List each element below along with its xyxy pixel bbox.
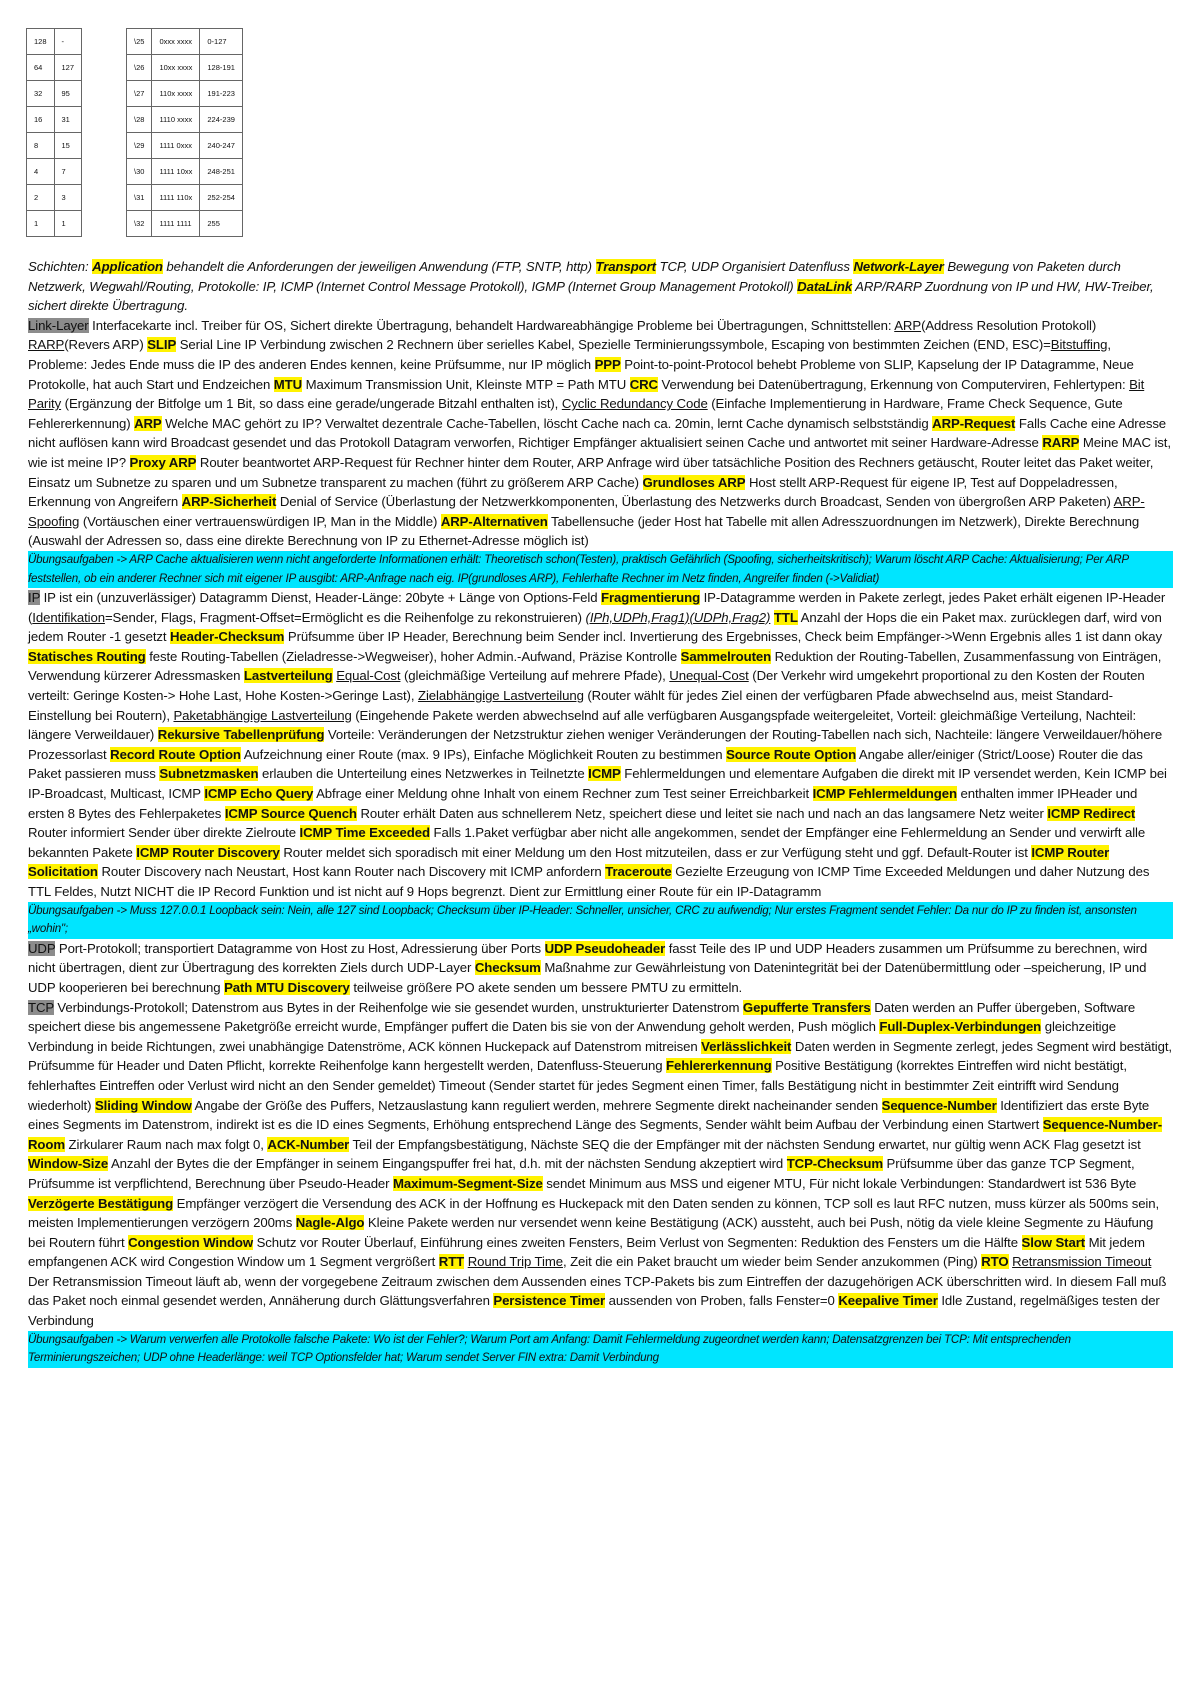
term-network-layer: Network-Layer (853, 259, 944, 274)
text: (gleichmäßige Verteilung auf mehrere Pfade), (400, 668, 670, 684)
table-cell: 255 (200, 211, 243, 237)
text: erlauben die Unterteilung eines Netzwerkes in Teilnetzte (258, 766, 589, 782)
table-cell: 1111 10xx (152, 159, 200, 185)
text: Empfänger verzögert die Versendung des ACK in der Hoffnung es Huckepack mit den Daten senden zu können, TCP soll es laut RFC nutzen, muss kürzer als 500ms sein, meisten Implementierungen verzögern 200ms (28, 1195, 1160, 1231)
table-row (27, 29, 82, 55)
term-sammelrouten: Sammelrouten (680, 648, 772, 664)
text: Gezielte Erzeugung von ICMP Time Exceeded Meldungen und daher Nutzung des TTL Feldes, Nutzt NICHT die IP Record Funktion und ist nicht auf 9 Hops begrenzt. Dient zur Ermittlung einer Route für ein IP-Datagramm (28, 864, 1150, 899)
text: Schutz vor Router Überlauf, Einführung eines zweiten Fensters, Beim Verlust von Segmenten: Reduktion des Fensters um die Hälfte (253, 1234, 1022, 1250)
table-cell: 3 (54, 185, 82, 211)
document-body (28, 257, 1173, 1368)
term-header-checksum: Header-Checksum (170, 629, 285, 645)
text: Falls Cache eine Adresse nicht auflösen kann wird Broadcast gesendet und das Protokoll Datagram verworfen, Richtiger Empfänger aktualisiert seinen Cache und antwortet mit seiner Hardware-Adresse (28, 415, 1167, 451)
table-cell: 64 (27, 55, 55, 81)
term-ppp: PPP (594, 356, 621, 372)
table-cell: 252-254 (200, 185, 243, 211)
term-application: Application (92, 259, 163, 274)
text: teilweise größere PO akete senden um bessere PMTU zu ermitteln. (349, 979, 743, 995)
term-sequence-number-room: Sequence-Number-Room (28, 1117, 1163, 1152)
term-arp-request: ARP-Request (932, 415, 1016, 431)
term-icmp: ICMP (588, 766, 621, 782)
text: Maximum Transmission Unit, Kleinste MTP = Path MTU (302, 376, 630, 392)
table-row (27, 107, 82, 133)
table-cell: 32 (27, 81, 55, 107)
term-icmp-router-solicitation: ICMP Router Solicitation (28, 844, 1110, 880)
table-row (127, 185, 243, 211)
text: Verwendung bei Datenübertragung, Erkennung von Computerviren, Fehlertypen: (657, 376, 1130, 392)
table-row (127, 107, 243, 133)
table-cell: 8 (27, 133, 55, 159)
text: Fehlermeldungen und elementare Aufgaben die direkt mit IP versendet werden, Kein ICMP bei IP-Broadcast, Multicast, ICMP (28, 766, 1167, 802)
text: (Router wählt für jedes Ziel einen der verfügbaren Pfade abwechselnd aus, meist Standard-Einstellung bei Routern), (28, 688, 1113, 723)
text: Router Discovery nach Neustart, Host kann Router nach Discovery mit ICMP anfordern (97, 864, 606, 880)
term-path-mtu-discovery: Path MTU Discovery (224, 979, 350, 995)
term-rekursive-tabellenpruefung: Rekursive Tabellenprüfung (157, 727, 325, 743)
text: , Probleme: Jedes Ende muss die IP des anderen Endes kennen, keine Prüfsumme, nur IP möglich (28, 337, 1111, 372)
term-udp-pseudoheader: UDP Pseudoheader (544, 940, 666, 956)
text: Vorteile: Veränderungen der Netzstruktur ziehen weniger Veränderungen der Routing-Tabellen nach sich, Nachteile: längere Verweildauer/höhere Prozessorlast (28, 727, 1163, 762)
text: Mit jedem empfangenen ACK wird Congestion Window um 1 Segment vergrößert (28, 1234, 1145, 1270)
table-cell: 31 (54, 107, 82, 133)
text: Router erhält Daten aus schnellerem Netz, speichert diese und leitet sie nach und nach an das langsamere Netz weiter (356, 805, 1048, 821)
udp-paragraph (28, 939, 1173, 998)
text: Abfrage einer Meldung ohne Inhalt von einem Rechner zum Test seiner Erreichbarkeit (313, 786, 813, 802)
table-cell: 7 (54, 159, 82, 185)
text: Daten werden an Puffer übergeben, Software speichert diese bis angemessene Paketgröße erreicht wurde, Empfänger puffert die Daten bis sie von der Anwendung geholt werden, Push möglich (28, 999, 1136, 1035)
table-cell: 128 (27, 29, 55, 55)
text: aussenden von Proben, falls Fenster=0 (605, 1293, 839, 1309)
term-identifikation: Identifikation (32, 609, 105, 625)
term-slip: SLIP (147, 337, 177, 353)
table-cell: 240-247 (200, 133, 243, 159)
table-row (27, 133, 82, 159)
text: Point-to-point-Protocol behebt Probleme von SLIP, Kapselung der IP Datagramme, Neue Protokolle, hat auch Start und Endzeichen (28, 356, 1134, 392)
table-cell: 1 (54, 211, 82, 237)
table-row (127, 55, 243, 81)
text: Router meldet sich sporadisch mit einer Meldung um den Host mitzuteilen, dass er zur Verfügung steht und ggf. Default-Router ist (279, 844, 1032, 860)
text: Kleine Pakete werden nur versendet wenn keine Bestätigung (ACK) aussteht, auch bei Push, nötig da viele kleine Segmente zu Häufung bei Routern führt (28, 1215, 1154, 1250)
table-cell: \26 (127, 55, 152, 81)
text: (Der Verkehr wird umgekehrt proportional zu den Kosten der Routen verteilt: Geringe Kosten-> Hohe Last, Hohe Kosten->Geringe Last), (28, 668, 1145, 704)
term-congestion-window: Congestion Window (128, 1234, 254, 1250)
text: Anzahl der Hops die ein Paket max. zurücklegen darf, wird von jedem Router -1 gesetzt (28, 609, 1162, 645)
tcp-paragraph (28, 998, 1173, 1331)
text: enthalten immer IPHeader und ersten 8 Bytes des Fehlerpaketes (28, 786, 1138, 821)
text: Port-Protokoll; transportiert Datagramme von Host zu Host, Adressierung über Ports (55, 940, 545, 956)
term-slow-start: Slow Start (1021, 1234, 1086, 1250)
table-cell: 4 (27, 159, 55, 185)
term-retransmission-timeout: Retransmission Timeout (1012, 1254, 1152, 1270)
text: Verbindungs-Protokoll; Datenstrom aus Bytes in der Reihenfolge wie sie gesendet wurden, unstrukturierter Datenstrom (53, 999, 743, 1015)
fragment-example: (IPh,UDPh,Frag1)(UDPh,Frag2) (585, 609, 771, 625)
text: Interfacekarte incl. Treiber für OS, Sichert direkte Übertragung, behandelt Hardwareabhängige Probleme bei Übertragungen, Schnittstellen: (88, 317, 895, 333)
table-row (27, 81, 82, 107)
table-cell: 1111 0xxx (152, 133, 200, 159)
layers-paragraph (28, 257, 1173, 316)
text: sendet Minimum aus MSS und eigener MTU, Für nicht lokale Verbindungen: Standardwert ist 536 Byte (542, 1175, 1137, 1191)
term-ttl: TTL (773, 609, 798, 625)
bit-value-table (26, 28, 82, 237)
text: , Zeit die ein Paket braucht um wieder beim Sender anzukommen (Ping) (562, 1254, 982, 1270)
term-persistence-timer: Persistence Timer (493, 1293, 606, 1309)
section-label-ip: IP (28, 590, 41, 606)
term-traceroute: Traceroute (605, 864, 672, 880)
text: (Eingehende Pakete werden abwechselnd auf alle verfügbaren Ausgangspfade weitergeleitet, Vorteil: gleichmäßige Verteilung, Nachteil: längere Verweildauer) (28, 707, 1137, 743)
table-row (27, 185, 82, 211)
table-cell: 16 (27, 107, 55, 133)
text: Identifiziert das erste Byte eines Segments im Datenstrom, indirekt ist es die ID eines Segments, Erhöhung entsprechend Länge des Segments, Sender wählt beim Aufbau der Verbindung einen Startwert (28, 1097, 1150, 1133)
text: Prüfsumme über das ganze TCP Segment, Prüfsumme ist verpflichtend, Berechnung über Pseudo-Header (28, 1156, 1135, 1191)
term-crc: CRC (629, 376, 658, 392)
text: IP-Datagramme werden in Pakete zerlegt, jedes Paket erhält eigenen IP-Header ( (28, 590, 1166, 625)
text: Falls 1.Paket verfügbar aber nicht alle angekommen, sendet der Empfänger eine Fehlermeldung an Sender und verwirft alle bekannten Pakete (28, 825, 1146, 860)
term-record-route-option: Record Route Option (110, 746, 241, 762)
text: Daten werden in Segmente zerlegt, jedes Segment wird bestätigt, Prüfsumme für Header und Daten Pflicht, korrekte Reihenfolge kann hergestellt werden, Datenfluss-Steuerung (28, 1038, 1172, 1074)
text: (Ergänzung der Bitfolge um 1 Bit, so dass eine gerade/ungerade Bitzahl enthalten ist), (61, 396, 562, 412)
table-cell: 1 (27, 211, 55, 237)
table-cell: 1110 xxxx (152, 107, 200, 133)
text: Welche MAC gehört zu IP? Verwaltet dezentrale Cache-Tabellen, löscht Cache nach ca. 20min, lernt Cache dynamisch selbstständig (161, 415, 933, 431)
text: (Revers ARP) (64, 337, 148, 353)
table-cell: 128-191 (200, 55, 243, 81)
term-zielabhaengige-lastverteilung: Zielabhängige Lastverteilung (417, 688, 584, 704)
text: Teil der Empfangsbestätigung, Nächste SEQ die der Empfänger mit der nächsten Sendung erwartet, nur gültig wenn ACK Flag gesetzt ist (349, 1136, 1141, 1152)
text: Router beantwortet ARP-Request für Rechner hinter dem Router, ARP Anfrage wird über tatsächliche Position des Rechners getäuscht, Router leitet das Paket weiter, Einsatz um Subnetze zu sparen und um Subnetze transparent zu machen (führt zu größerem ARP Cache) (28, 454, 1154, 490)
text: Anzahl der Bytes die der Empfänger in seinem Eingangspuffer frei hat, d.h. mit der nächsten Sendung akzeptiert wird (108, 1156, 787, 1172)
table-row (27, 211, 82, 237)
table-cell: \28 (127, 107, 152, 133)
term-arp-alternativen: ARP-Alternativen (440, 513, 548, 529)
term-equal-cost: Equal-Cost (336, 668, 401, 684)
term-arp-underlined: ARP (894, 317, 922, 333)
text: TCP, UDP Organisiert Datenfluss (655, 259, 854, 274)
text: Meine MAC ist, wie ist meine IP? (28, 435, 1171, 470)
text: gleichzeitige Verbindung in beide Richtungen, zwei unabhängige Datenströme, ACK können Huckepack auf Datenstrom mitreisen (28, 1019, 1116, 1054)
exercise-ip: Übungsaufgaben -> Muss 127.0.0.1 Loopback sein: Nein, alle 127 sind Loopback; Checksum über IP-Header: Schneller, unsicher, CRC zu aufwendig; Nur erstes Fragment sendet Fehler: Da nur do IP zu finden ist, ansonsten „wohin"; (28, 902, 1173, 939)
term-cyclic-redundancy-code: Cyclic Redundancy Code (561, 396, 708, 412)
text: Idle Zustand, regelmäßiges testen der Verbindung (28, 1293, 1160, 1329)
term-unequal-cost: Unequal-Cost (669, 668, 749, 684)
text: Angabe der Größe des Puffers, Netzauslastung kann reguliert werden, mehrere Segmente direkt nacheinander senden (191, 1097, 882, 1113)
table-cell: - (54, 29, 82, 55)
term-full-duplex: Full-Duplex-Verbindungen (879, 1019, 1042, 1035)
table-row (27, 159, 82, 185)
term-paketabhaengige-lastverteilung: Paketabhängige Lastverteilung (173, 707, 352, 723)
term-rarp-underlined: RARP (28, 337, 65, 353)
term-source-route-option: Source Route Option (726, 746, 857, 762)
term-arp-sicherheit: ARP-Sicherheit (181, 494, 277, 510)
term-maximum-segment-size: Maximum-Segment-Size (393, 1175, 543, 1191)
table-cell: 110x xxxx (152, 81, 200, 107)
text: Denial of Service (Überlastung der Netzwerkkomponenten, Überlastung des Netzwerks durch Broadcast, Senden von übergroßen ARP Paketen) (276, 494, 1114, 510)
text: Zirkularer Raum nach max folgt 0, (64, 1136, 268, 1152)
subnet-mask-table (126, 28, 243, 237)
section-label-udp: UDP (28, 940, 56, 956)
term-sliding-window: Sliding Window (94, 1097, 192, 1113)
table-cell: 1111 110x (152, 185, 200, 211)
table-cell: 191-223 (200, 81, 243, 107)
term-statisches-routing: Statisches Routing (28, 648, 146, 664)
text: (Einfache Implementierung in Hardware, Frame Check Sequence, Gute Fehlererkennung) (28, 396, 1123, 431)
table-cell: \30 (127, 159, 152, 185)
term-verzoegerte-bestaetigung: Verzögerte Bestätigung (28, 1195, 174, 1211)
table-cell: \32 (127, 211, 152, 237)
term-rtt: RTT (438, 1254, 465, 1270)
text: =Sender, Flags, Fragment-Offset=Ermöglicht es die Reihenfolge zu rekonstruieren) (104, 609, 586, 625)
table-cell: 248-251 (200, 159, 243, 185)
text: feste Routing-Tabellen (Zieladresse->Wegweiser), hoher Admin.-Aufwand, Präzise Kontrolle (145, 648, 681, 664)
section-label-link-layer: Link-Layer (28, 317, 89, 333)
term-icmp-redirect: ICMP Redirect (1047, 805, 1136, 821)
table-row (127, 159, 243, 185)
table-cell: 2 (27, 185, 55, 211)
term-bit-parity: Bit Parity (28, 376, 1145, 412)
term-round-trip-time: Round Trip Time (467, 1254, 563, 1270)
term-nagle-algo: Nagle-Algo (295, 1215, 365, 1231)
table-cell: \31 (127, 185, 152, 211)
text: ARP/RARP Zuordnung von IP und HW, HW-Treiber, sichert direkte Übertragung. (28, 278, 1154, 314)
term-fehlererkennung: Fehlererkennung (666, 1058, 772, 1074)
term-checksum: Checksum (474, 960, 541, 976)
table-cell: 95 (54, 81, 82, 107)
text: Bewegung von Paketen durch Netzwerk, Wegwahl/Routing, Protokolle: IP, ICMP (Internet Control Message Protokoll), IGMP (Internet Group Management Protokoll) (28, 259, 1121, 294)
term-icmp-source-quench: ICMP Source Quench (224, 805, 357, 821)
table-cell: 0xxx xxxx (152, 29, 200, 55)
term-grundloses-arp: Grundloses ARP (642, 474, 746, 490)
text: Angabe aller/einiger (Strict/Loose) Router die das Paket passieren muss (28, 746, 1143, 782)
term-datalink: DataLink (797, 278, 853, 294)
text: behandelt die Anforderungen der jeweiligen Anwendung (FTP, SNTP, http) (162, 259, 596, 274)
ip-paragraph (28, 588, 1173, 902)
table-cell: \29 (127, 133, 152, 159)
text: Tabellensuche (jeder Host hat Tabelle mit allen Adresszuordnungen im Netzwerk), Direkte Berechnung (Auswahl der Adressen so, dass eine direkte Berechnung von IP zu Ethernet-Adresse möglich ist) (28, 513, 1140, 549)
text: Router informiert Sender über direkte Zielroute (28, 825, 300, 841)
term-lastverteilung: Lastverteilung (243, 668, 333, 684)
exercise-tcp: Übungsaufgaben -> Warum verwerfen alle Protokolle falsche Pakete: Wo ist der Fehler?; Warum Port am Anfang: Damit Fehlermeldung zugeordnet werden kann; Datensatzgrenzen bei TCP: Mit entsprechenden Terminierungszeichen; UDP ohne Headerlänge: weil TCP Optionsfelder hat; Warum sendet Server FIN extra: Damit Verbindung (28, 1331, 1173, 1368)
table-cell: \25 (127, 29, 152, 55)
text: Schichten: (28, 259, 93, 274)
table-cell: 1111 1111 (152, 211, 200, 237)
table-cell: \27 (127, 81, 152, 107)
table-cell: 224-239 (200, 107, 243, 133)
text: (Vortäuschen einer vertrauenswürdigen IP, Man in the Middle) (79, 513, 441, 529)
table-row (127, 29, 243, 55)
term-icmp-fehlermeldungen: ICMP Fehlermeldungen (812, 786, 957, 802)
text: Host stellt ARP-Request für eigene IP, Test auf Doppeladressen, Erkennung von Angreifern (28, 474, 1118, 510)
term-fragmentierung: Fragmentierung (601, 590, 701, 606)
text: Reduktion der Routing-Tabellen, Zusammenfassung von Einträgen, Verwendung kürzerer Adressmasken (28, 648, 1162, 684)
table-row (27, 55, 82, 81)
term-ack-number: ACK-Number (267, 1136, 350, 1152)
table-row (127, 211, 243, 237)
term-window-size: Window-Size (28, 1156, 109, 1172)
exercise-arp: Übungsaufgaben -> ARP Cache aktualisieren wenn nicht angeforderte Informationen erhält: Theoretisch schon(Testen), praktisch Gefährlich (Spoofing, sicherheitskritisch); Warum löscht ARP Cache: Aktualisierung; Per ARP feststellen, ob ein anderer Rechner sich mit eigener IP ausgibt: ARP-Anfrage nach eig. IP(grundloses ARP), Fehlerhafte Rechner im Netz finden, Angreifer finden (->Validiat) (28, 551, 1173, 588)
term-mtu: MTU (273, 376, 303, 392)
text: Maßnahme zur Gewährleistung von Datenintegrität bei der Datenübermittlung oder –speicherung, IP und UDP kooperieren bei berechnung (28, 960, 1147, 995)
term-arp-spoofing: ARP-Spoofing (28, 494, 1145, 529)
text: Serial Line IP Verbindung zwischen 2 Rechnern über serielles Kabel, Spezielle Terminierungssymbole, Escaping von bestimmten Zeichen (END, ESC)= (176, 337, 1051, 353)
text: (Address Resolution Protokoll) (921, 317, 1097, 333)
term-icmp-router-discovery: ICMP Router Discovery (136, 844, 280, 860)
table-cell: 0-127 (200, 29, 243, 55)
text: Aufzeichnung einer Route (max. 9 IPs), Einfache Möglichkeit Routen zu bestimmen (240, 746, 727, 762)
link-layer-paragraph (28, 316, 1173, 551)
term-bitstuffing: Bitstuffing (1050, 337, 1108, 353)
term-subnetzmasken: Subnetzmasken (159, 766, 259, 782)
text: fasst Teile des IP und UDP Headers zusammen um Prüfsumme zu berechnen, wird nicht übertragen, dient zur Übertragung des korrekten Ziels durch UDP-Layer (28, 940, 1148, 976)
table-row (127, 133, 243, 159)
term-proxy-arp: Proxy ARP (129, 454, 197, 470)
text: Prüfsumme über IP Header, Berechnung beim Sender incl. Invertierung des Ergebnisses, Check beim Empfänger->Wenn Ergebnis alles 1 ist dann okay (284, 629, 1162, 645)
term-sequence-number: Sequence-Number (881, 1097, 997, 1113)
term-rarp: RARP (1042, 435, 1080, 451)
table-row (127, 81, 243, 107)
table-cell: 10xx xxxx (152, 55, 200, 81)
term-transport: Transport (595, 259, 656, 274)
table-cell: 127 (54, 55, 82, 81)
term-arp: ARP (134, 415, 162, 431)
term-verlaesslichkeit: Verlässlichkeit (701, 1038, 792, 1054)
text: Positive Bestätigung (korrektes Eintreffen wird nicht bestätigt, fehlerhaftes Eintreffen oder Verlust wird nicht an den Sender gemeldet) Timeout (Sender startet für jedes Segment einen Timer, falls Bestätigung nicht in bestimmter Zeit eintrifft wird Sendung wiederholt) (28, 1058, 1127, 1113)
section-label-tcp: TCP (28, 999, 54, 1015)
term-rto: RTO (981, 1254, 1009, 1270)
term-keepalive-timer: Keepalive Timer (838, 1293, 938, 1309)
term-icmp-echo-query: ICMP Echo Query (204, 786, 314, 802)
text: IP ist ein (unzuverlässiger) Datagramm Dienst, Header-Länge: 20byte + Länge von Options-Feld (40, 590, 602, 606)
term-gepufferte-transfers: Gepufferte Transfers (742, 999, 871, 1015)
table-cell: 15 (54, 133, 82, 159)
text: Der Retransmission Timeout läuft ab, wenn der vorgegebene Zeitraum zwischen dem Aussenden eines TCP-Pakets bis zum Eintreffen der dazugehörigen ACK überschritten wird. In diesem Fall muß das Paket noch einmal gesendet werden, Annäherung durch Glättungsverfahren (28, 1273, 1167, 1309)
term-tcp-checksum: TCP-Checksum (786, 1156, 883, 1172)
term-icmp-time-exceeded: ICMP Time Exceeded (299, 825, 430, 841)
